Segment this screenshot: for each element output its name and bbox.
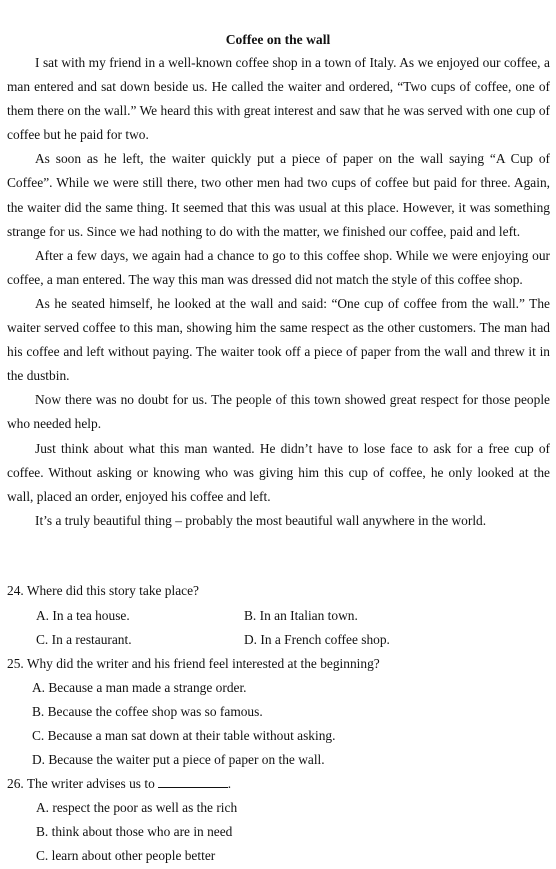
- question-24-option-d: D. In a French coffee shop.: [244, 632, 390, 647]
- question-25-option-b: B. Because the coffee shop was so famous.: [32, 704, 263, 719]
- question-25-option-a: A. Because a man made a strange order.: [32, 680, 247, 695]
- paragraph: As he seated himself, he looked at the wall and said: “One cup of coffee from the wall.” The waiter served coffee to this man, showing him the same respect as the other customers. The man had his coffee and left without paying. The waiter took off a piece of paper from the wall and threw it in the dustbin.: [7, 295, 550, 384]
- paragraph: After a few days, we again had a chance to go to this coffee shop. While we were enjoying our coffee, a man entered. The way this man was dressed did not match the style of this coffee shop.: [7, 247, 550, 287]
- question-26-option-c: C. learn about other people better: [36, 848, 216, 863]
- question-26-option-b: B. think about those who are in need: [36, 824, 233, 839]
- question-26-option-a: A. respect the poor as well as the rich: [36, 800, 238, 815]
- paragraph: Just think about what this man wanted. He didn’t have to lose face to ask for a free cup of coffee. Without asking or knowing who was giving him this cup of coffee, he only looked at the wall, placed an order, enjoyed his coffee and left.: [7, 440, 550, 504]
- question-24-option-c: C. In a restaurant.: [36, 632, 132, 647]
- passage-title: Coffee on the wall: [225, 32, 331, 47]
- paragraph: Now there was no doubt for us. The people of this town showed great respect for those people who needed help.: [7, 392, 550, 432]
- question-25-stem: 25. Why did the writer and his friend feel interested at the beginning?: [7, 656, 380, 671]
- paragraph: It’s a truly beautiful thing – probably the most beautiful wall anywhere in the world.: [35, 512, 487, 528]
- question-24-stem: 24. Where did this story take place?: [7, 583, 199, 598]
- paragraph: I sat with my friend in a well-known coffee shop in a town of Italy. As we enjoyed our coffee, a man entered and sat down beside us. He called the waiter and ordered, “Two cups of coffee, one of them there on the wall.” We heard this with great interest and saw that he was served with one cup of coffee but he paid for two.: [7, 55, 550, 143]
- question-24-option-b: B. In an Italian town.: [244, 608, 358, 623]
- question-25-option-c: C. Because a man sat down at their table without asking.: [32, 728, 336, 743]
- answer-blank: [158, 775, 228, 788]
- question-25-option-d: D. Because the waiter put a piece of paper on the wall.: [32, 752, 325, 767]
- question-26-stem-text: 26. The writer advises us to: [7, 776, 155, 791]
- paragraph: As soon as he left, the waiter quickly put a piece of paper on the wall saying “A Cup of Coffee”. While we were still there, two other men had two cups of coffee but paid for three. Again, the waiter did the same thing. It seemed that this was usual at this place. However, it was something strange for us. Since we had nothing to do with the matter, we finished our coffee, paid and left.: [7, 151, 550, 239]
- question-26-stem: [7, 775, 231, 793]
- question-24-option-a: A. In a tea house.: [36, 608, 130, 623]
- question-26-stem-end: .: [227, 776, 232, 791]
- passage-body: [7, 51, 550, 533]
